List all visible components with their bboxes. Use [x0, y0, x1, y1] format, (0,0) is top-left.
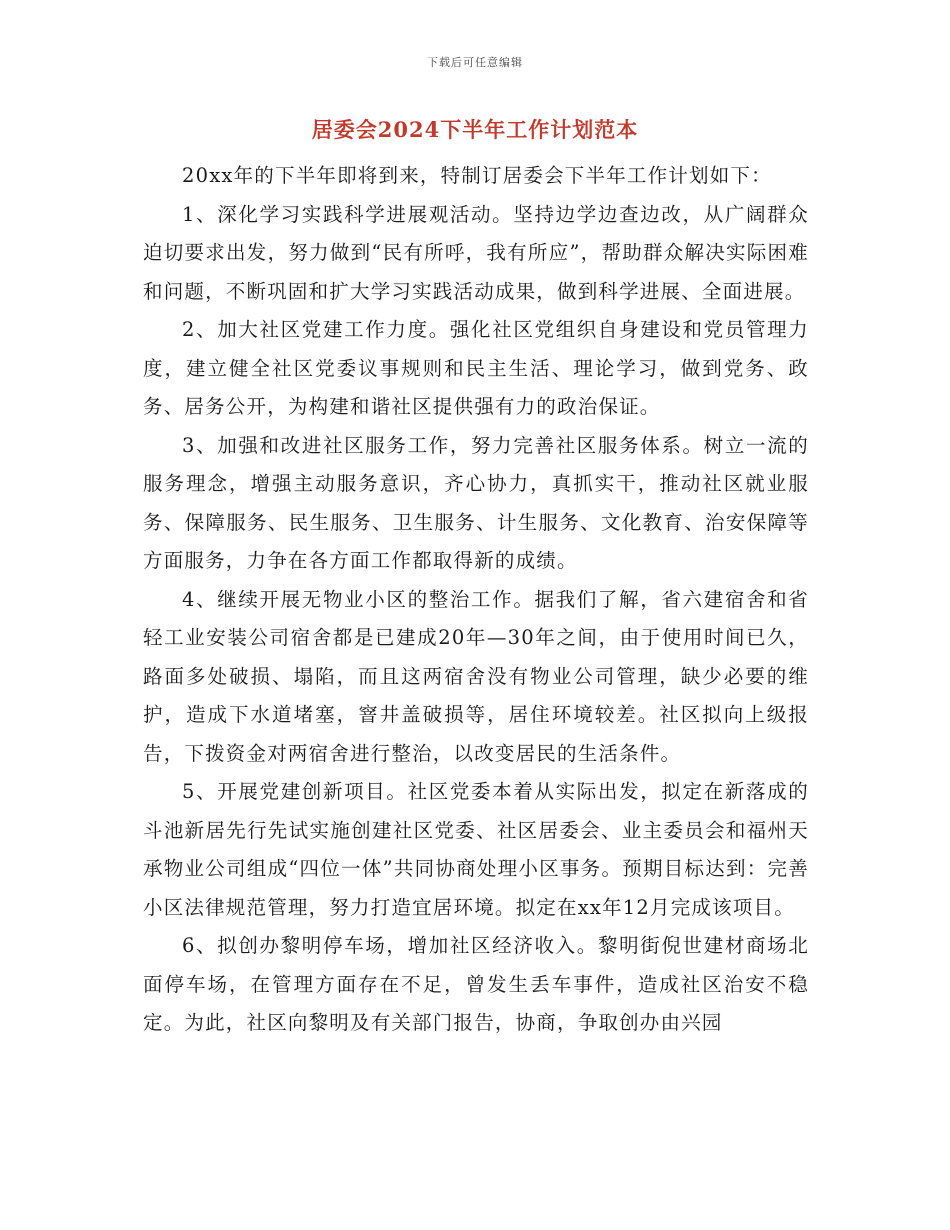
paragraph-item-4: 4、继续开展无物业小区的整治工作。据我们了解，省六建宿舍和省轻工业安装公司宿舍都是已建成20年—30年之间，由于使用时间已久，路面多处破损、塌陷，而且这两宿舍没有物业公司管理，缺少必要的维护，造成下水道堵塞，窨井盖破损等，居住环境较差。社区拟向上级报告，下拨资金对两宿舍进行整治，以改变居民的生活条件。	[143, 587, 809, 765]
paragraph-item-2: 2、加大社区党建工作力度。强化社区党组织自身建设和党员管理力度，建立健全社区党委议事规则和民主生活、理论学习，做到党务、政务、居务公开，为构建和谐社区提供强有力的政治保证。	[143, 318, 809, 418]
paragraph-item-6: 6、拟创办黎明停车场，增加社区经济收入。黎明街倪世建材商场北面停车场，在管理方面存在不足，曾发生丢车事件，造成社区治安不稳定。为此，社区向黎明及有关部门报告，协商，争取创办由兴园	[143, 934, 809, 1034]
document-body	[143, 157, 809, 1043]
document-title: 居委会2024下半年工作计划范本	[311, 117, 639, 142]
paragraph-item-1: 1、深化学习实践科学进展观活动。坚持边学边查边改，从广阔群众迫切要求出发，努力做到“民有所呼，我有所应”，帮助群众解决实际困难和问题，不断巩固和扩大学习实践活动成果，做到科学进展、全面进展。	[143, 202, 809, 303]
paragraph-intro: 20xx年的下半年即将到来，特制订居委会下半年工作计划如下：	[182, 164, 772, 187]
paragraph-item-5: 5、开展党建创新项目。社区党委本着从实际出发，拟定在新落成的斗池新居先行先试实施创建社区党委、社区居委会、业主委员会和福州天承物业公司组成“四位一体”共同协商处理小区事务。预期目标达到：完善小区法律规范管理，努力打造宜居环境。拟定在xx年12月完成该项目。	[143, 780, 809, 919]
header-note: 下载后可任意编辑	[427, 56, 523, 69]
paragraph-item-3: 3、加强和改进社区服务工作，努力完善社区服务体系。树立一流的服务理念，增强主动服务意识，齐心协力，真抓实干，推动社区就业服务、保障服务、民生服务、卫生服务、计生服务、文化教育、治安保障等方面服务，力争在各方面工作都取得新的成绩。	[143, 433, 809, 572]
